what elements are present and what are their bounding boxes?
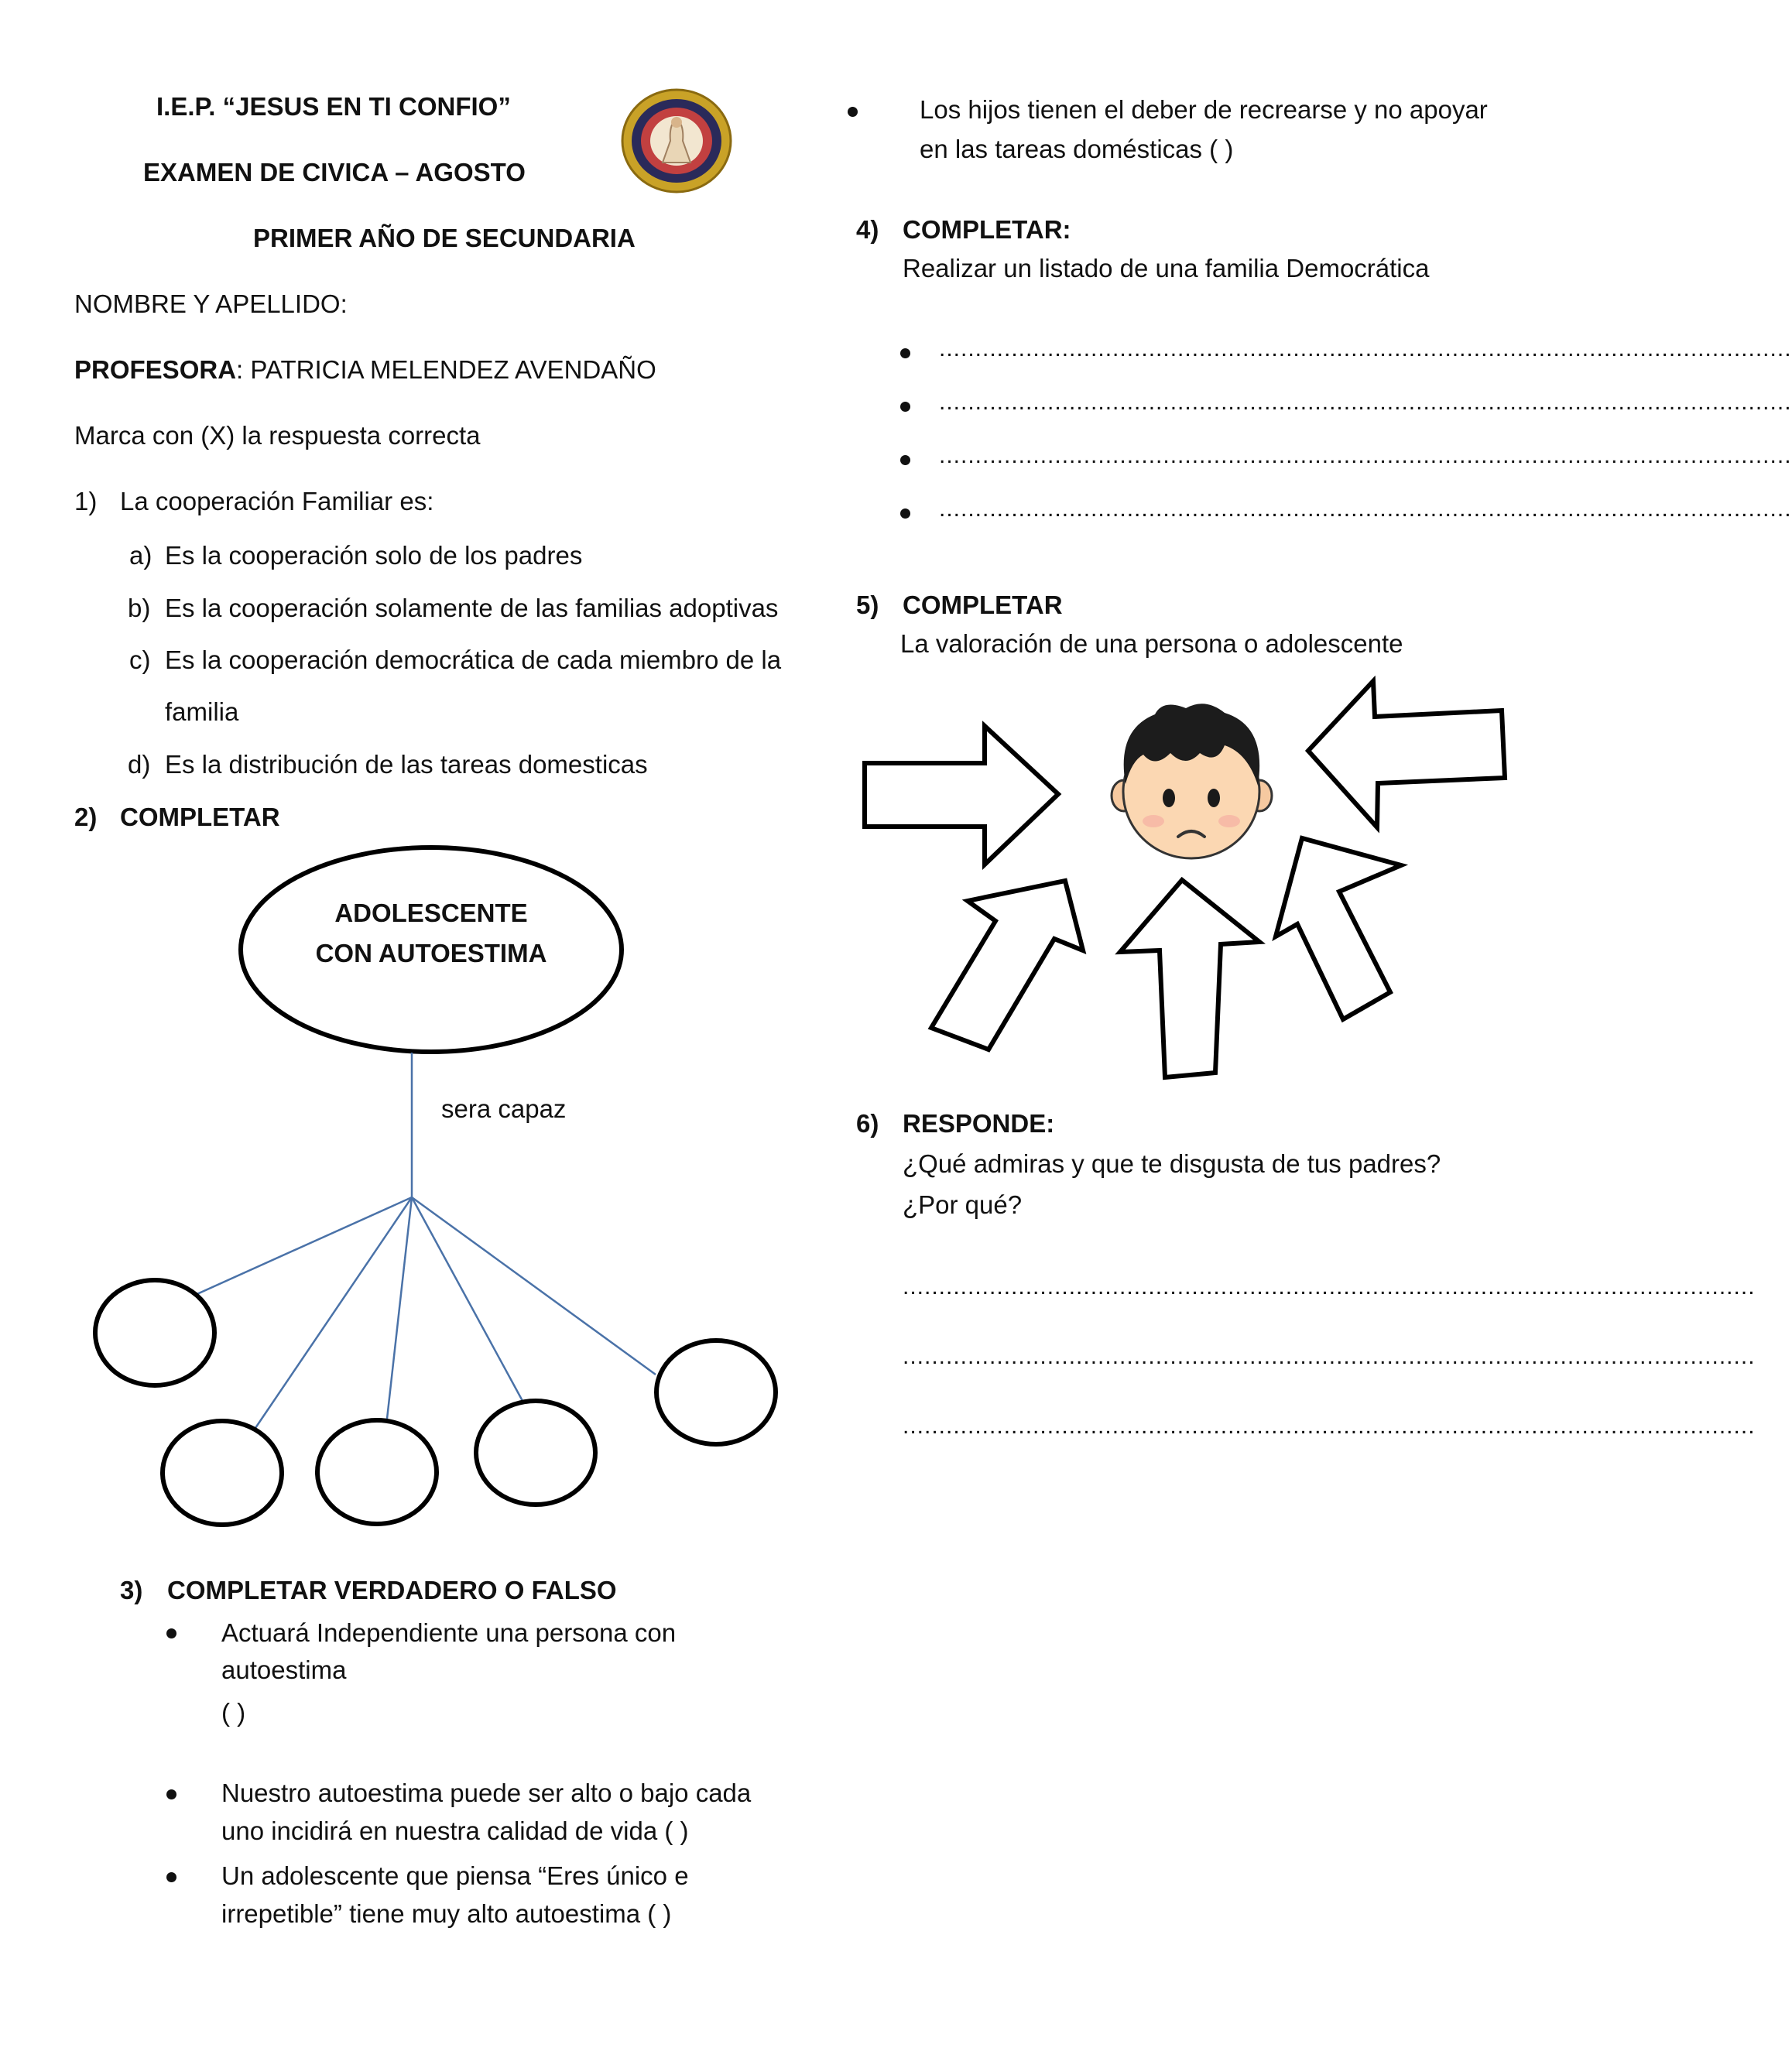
q1-option-text: Es la cooperación solo de los padres — [165, 541, 583, 570]
teacher-name: : PATRICIA MELENDEZ AVENDAÑO — [236, 355, 656, 384]
q6-question-line: ¿Qué admiras y que te disgusta de tus padres? — [903, 1149, 1441, 1178]
q1-option-text: Es la cooperación solamente de las familias adoptivas — [165, 594, 779, 622]
bullet-icon — [900, 508, 910, 519]
tf-item-line[interactable]: irrepetible” tiene muy alto autoestima ( ) — [221, 1899, 672, 1928]
sad-boy-face-icon — [1108, 699, 1275, 865]
q1-option-letter: b) — [128, 594, 151, 622]
grade-title: PRIMER AÑO DE SECUNDARIA — [253, 224, 636, 252]
bullet-icon — [166, 1789, 176, 1799]
answer-line[interactable]: ...................................................................................................................... — [903, 1344, 1756, 1369]
answer-line[interactable]: ...................................................................................................................... — [939, 443, 1792, 468]
bullet-icon — [900, 455, 910, 465]
tf-item-line: Nuestro autoestima puede ser alto o bajo cada — [221, 1779, 752, 1807]
q3-title: COMPLETAR VERDADERO O FALSO — [167, 1576, 617, 1604]
exam-title: EXAMEN DE CIVICA – AGOSTO — [143, 158, 526, 187]
tf-answer-blank[interactable]: ( ) — [221, 1698, 246, 1727]
q1-option-letter: d) — [128, 750, 151, 779]
answer-line[interactable]: ...................................................................................................................... — [903, 1413, 1756, 1439]
q1-option-text: Es la distribución de las tareas domesticas — [165, 750, 648, 779]
teacher-label: PROFESORA — [74, 355, 237, 384]
q1-option-text: Es la cooperación democrática de cada miembro de la — [165, 645, 782, 674]
q1-option-text: familia — [165, 697, 239, 726]
q2-title: COMPLETAR — [120, 803, 280, 831]
tf-item-line: Actuará Independiente una persona con — [221, 1618, 677, 1647]
answer-circle — [476, 1401, 595, 1505]
connector-line — [194, 1197, 412, 1296]
q5-subtitle: La valoración de una persona o adolescente — [900, 629, 1403, 658]
bullet-icon — [900, 348, 910, 358]
q1-question: La cooperación Familiar es: — [120, 487, 434, 515]
answer-circle — [163, 1421, 282, 1525]
connector-line — [387, 1197, 412, 1419]
connector-label: sera capaz — [441, 1094, 567, 1123]
q1-number: 1) — [74, 487, 98, 515]
teacher-line — [74, 354, 656, 385]
q4-title: COMPLETAR: — [903, 215, 1071, 244]
tf-item-line[interactable]: uno incidirá en nuestra calidad de vida ( ) — [221, 1816, 689, 1845]
tf-item-line: Un adolescente que piensa “Eres único e — [221, 1861, 689, 1890]
school-logo-icon — [619, 87, 734, 195]
answer-line[interactable]: ...................................................................................................................... — [939, 389, 1792, 415]
q6-title: RESPONDE: — [903, 1109, 1055, 1138]
connector-line — [255, 1197, 412, 1428]
arrow-shape — [1276, 838, 1401, 1019]
concept-center-line1: ADOLESCENTE — [334, 899, 528, 927]
answer-line[interactable]: ...................................................................................................................... — [903, 1274, 1756, 1299]
answer-circle — [95, 1280, 214, 1385]
tf-item-line: Los hijos tienen el deber de recrearse y no apoyar — [920, 95, 1488, 124]
answer-line[interactable]: ...................................................................................................................... — [939, 336, 1792, 361]
q4-number: 4) — [856, 215, 879, 244]
tf-item-line: autoestima — [221, 1656, 347, 1684]
bullet-icon — [848, 107, 858, 117]
school-name: I.E.P. “JESUS EN TI CONFIO” — [156, 92, 511, 121]
bullet-icon — [166, 1872, 176, 1882]
q4-subtitle: Realizar un listado de una familia Democrática — [903, 254, 1430, 282]
concept-center-line2: CON AUTOESTIMA — [315, 939, 547, 967]
q6-question-line: ¿Por qué? — [903, 1190, 1023, 1219]
q2-number: 2) — [74, 803, 98, 831]
bullet-icon — [900, 402, 910, 412]
q5-number: 5) — [856, 591, 879, 619]
tf-item-line[interactable]: en las tareas domésticas ( ) — [920, 135, 1234, 163]
answer-circle — [317, 1420, 437, 1524]
q1-option-letter: c) — [129, 645, 151, 674]
connector-line — [412, 1197, 523, 1401]
arrow-shape — [1120, 880, 1259, 1077]
connector-line — [412, 1197, 656, 1375]
name-label: NOMBRE Y APELLIDO: — [74, 289, 348, 318]
arrow-shape — [865, 726, 1058, 865]
arrow-shape — [1308, 681, 1505, 827]
q1-option-letter: a) — [129, 541, 152, 570]
q5-title: COMPLETAR — [903, 591, 1063, 619]
bullet-icon — [166, 1628, 176, 1638]
instruction: Marca con (X) la respuesta correcta — [74, 421, 481, 450]
answer-circle — [656, 1341, 776, 1444]
arrow-shape — [931, 881, 1083, 1049]
q6-number: 6) — [856, 1109, 879, 1138]
answer-line[interactable]: ...................................................................................................................... — [939, 496, 1792, 522]
q3-number: 3) — [120, 1576, 143, 1604]
